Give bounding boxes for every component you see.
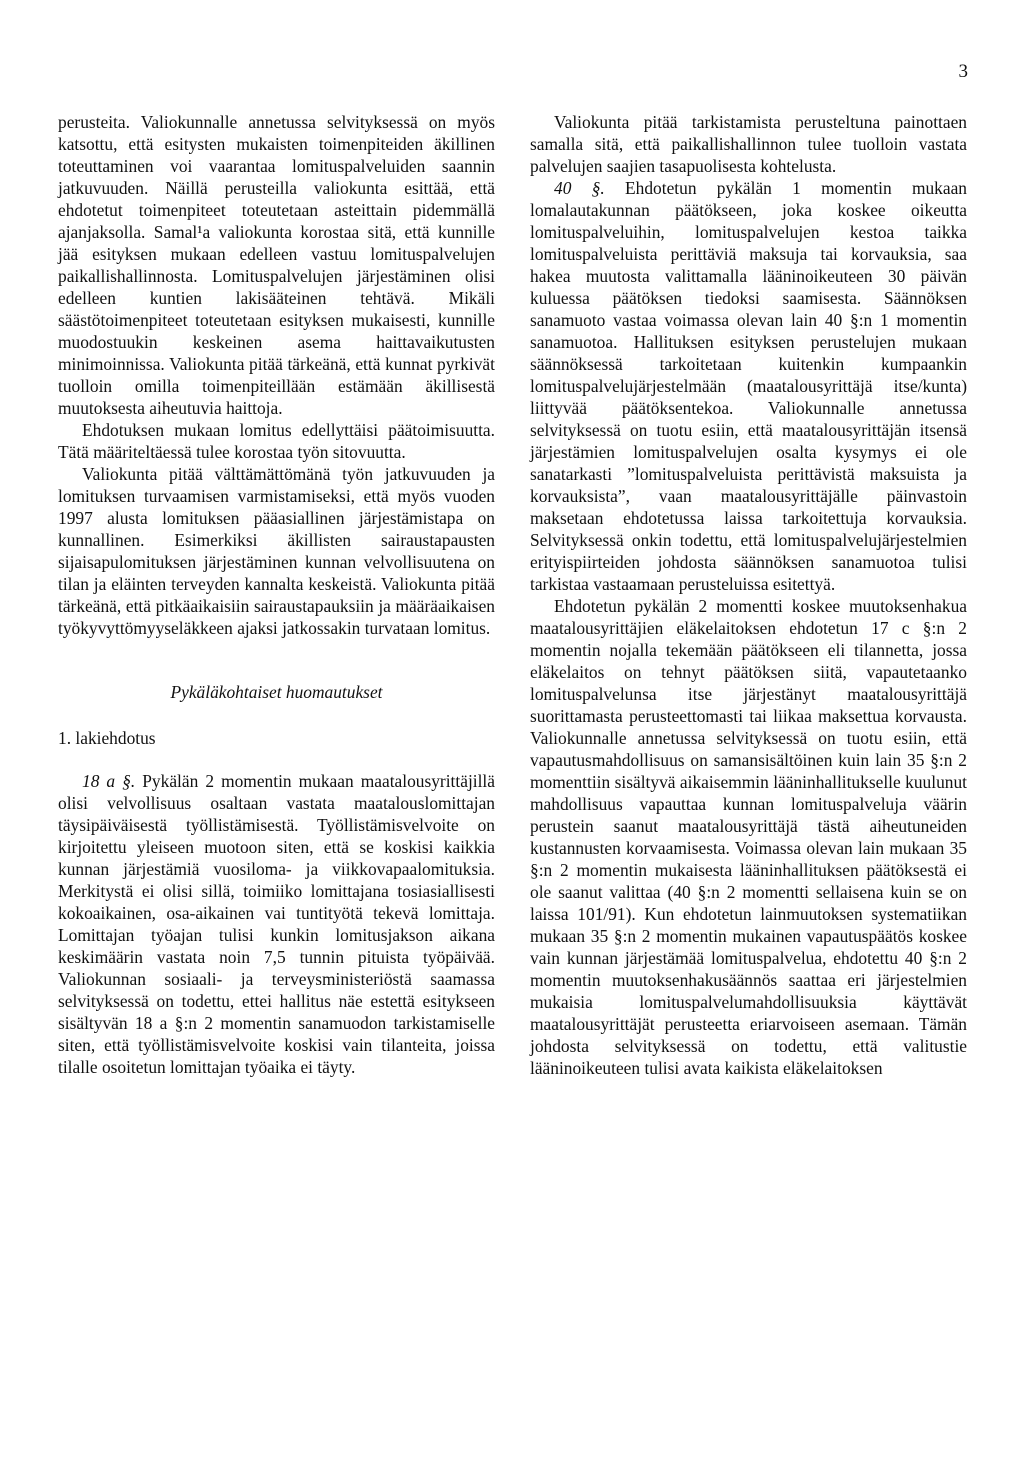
paragraph-right-1: Valiokunta pitää tarkistamista perusteltuna painottaen samalla sitä, että paikallishallinnon tulee tuolloin vastata palvelujen saajien tasapuolisesta kohtelusta. (530, 112, 967, 176)
left-column (58, 111, 495, 1078)
paragraph-right-3: Ehdotetun pykälän 2 momentti koskee muutoksenhakua maatalousyrittäjien eläkelaitoksen ehdotetun 17 c §:n 2 momentin nojalla tekemään päätökseen eli tilannetta, jossa eläkelaitos on tehnyt päätöksen siitä, vapautetaanko lomituspalvelunsa itse järjestänyt maatalousyrittäjä suorittamasta perusteettomasti tai liikaa maksettua korvausta. Valiokunnalle annetussa selvityksessä on tuotu esiin, että vapautusmahdollisuus on samansisältöinen kuin lain 35 §:n 2 momenttiin sisältyvä aikaisemmin lääninhallitukselle kuulunut mahdollisuus vapauttaa kunnan lomituspalveluja väärin perustein saanut maatalousyrittäjä tästä aiheutuneiden kustannusten korvaamisesta. Voimassa olevan lain mukaan 35 §:n 2 momentin mukaisesta lääninhallituksen päätöksestä ei ole saanut valittaa (40 §:n 2 momentti sellaisena kuin se on laissa 101/91). Kun ehdotetun lainmuutoksen systematiikan mukaan 35 §:n 2 momentin mukainen vapautuspäätös koskee vain kunnan järjestämää lomituspalvelua, ehdotettu 40 §:n 2 momentin muutoksenhakusäännös saattaa eri järjestelmien mukaisia lomituspalvelumahdollisuuksia käyttävät maatalousyrittäjät perusteetta eriarvoiseen asemaan. Tämän johdosta selvityksessä on todettu, että valitustie lääninoikeuteen tulisi avata kaikista eläkelaitoksen (530, 596, 967, 1078)
paragraph-left-1: perusteita. Valiokunnalle annetussa selvityksessä on myös katsottu, että esitysten mukaisten toimenpiteiden äkillinen toteuttaminen voi vaarantaa lomituspalveluiden saannin jatkuvuuden. Näillä perusteilla valiokunta esittää, että ehdotetut toimenpiteet toteutetaan asteittain pidemmällä ajanjaksolla. Samal¹a valiokunta korostaa sitä, että kunnille jää esityksen mukaan edelleen vastuu lomituspalvelujen paikallishallinnosta. Lomituspalvelujen järjestäminen olisi edelleen kuntien lakisääteinen tehtävä. Mikäli säästötoimenpiteet toteutetaan esityksen mukaisesti, kunnille muodostuukin keskeinen asema haittavaikutusten minimoinnissa. Valiokunta pitää tärkeänä, että kunnat pyrkivät tuolloin omilla toimenpiteillään estämään äkillisestä muutoksesta aiheutuvia haittoja. (58, 112, 495, 418)
section-reference: 40 §. (554, 178, 605, 198)
paragraph-left-4 (58, 770, 495, 1078)
paragraph-left-3: Valiokunta pitää välttämättömänä työn jatkuvuuden ja lomituksen turvaamisen varmistamiseksi, että myös vuoden 1997 alusta lomituksen pääasiallinen järjestämistapa on kunnallinen. Esimerkiksi äkillisten sairaustapausten sijaisapulomituksen järjestäminen kunnan velvollisuutena on tilan ja eläinten terveyden kannalta keskeistä. Valiokunta pitää tärkeänä, että pitkäaikaisiin sairaustapauksiin ja määräaikaisen työkyvyttömyyseläkkeen ajaksi jatkossakin turvataan lomitus. (58, 464, 495, 638)
page-number: 3 (958, 61, 968, 82)
paragraph-left-2: Ehdotuksen mukaan lomitus edellyttäisi päätoimisuutta. Tätä määriteltäessä tulee korostaa työn sitovuutta. (58, 420, 495, 462)
paragraph-left-4-text: Pykälän 2 momentin mukaan maatalousyrittäjillä olisi velvollisuus osaltaan vastata maatalouslomittajan täysipäiväisestä työllistämisestä. Työllistämisvelvoite on kirjoitettu yleiseen muotoon siten, että se koskisi kaikkia kunnan järjestämiä vuosiloma- ja viikkovapaalomituksia. Merkitystä ei olisi sillä, toimiiko lomittajana tosiasiallisesti kokoaikainen, osa-aikainen vai tuntityötä tekevä lomittaja. Lomittajan työajan tulisi kunkin lomitusjakson aikana keskimäärin vastata noin 7,5 tunnin pituista työpäivää. Valiokunnan sosiaali- ja terveysministeriöstä saamassa selvityksessä on todettu, ettei hallitus näe estettä esitykseen sisältyvän 18 a §:n 2 momentin sanamuodon tarkistamiselle siten, että työllistämisvelvoite koskisi vain tilanteita, joissa tilalle osoitetun lomittajan työaika ei täyty. (58, 771, 495, 1077)
law-proposal-heading: 1. lakiehdotus (58, 728, 156, 748)
paragraph-right-2 (530, 177, 967, 595)
paragraph-right-2-text: Ehdotetun pykälän 1 momentin mukaan lomalautakunnan päätökseen, joka koskee oikeutta lomituspalveluihin, lomituspalvelujen kestoa taikka lomituspalveluista perittäviä maksuja tai korvauksia, saa hakea muutosta valittamalla lääninoikeuteen 30 päivän kuluessa päätöksen tiedoksi saamisesta. Säännöksen sanamuoto vastaa voimassa olevan lain 40 §:n 1 momentin sanamuotoa. Hallituksen esityksen perustelujen mukaan säännöksessä tarkoitetaan kuitenkin kumpaankin lomituspalvelujärjestelmään (maatalousyrittäjä itse/kunta) liittyvää päätöksentekoa. Valiokunnalle annetussa selvityksessä on tuotu esiin, että maatalousyrittäjän itsensä järjestämien lomituspalvelujen osalta kysymys ei ole sanatarkasti ”lomituspalveluista perittävistä maksuista ja korvauksista”, vaan maatalousyrittäjälle päinvastoin maksetaan ehdotetussa laissa tarkoitettuja korvauksia. Selvityksessä onkin todettu, että lomituspalvelujärjestelmien erityispiirteiden johdosta säännöksen sanamuotoa tulisi tarkistaa vastaamaan perusteluissa esitettyä. (530, 178, 967, 594)
right-column (530, 111, 967, 1079)
section-subheading: Pykäläkohtaiset huomautukset (170, 682, 383, 702)
section-reference: 18 a §. (82, 771, 136, 791)
